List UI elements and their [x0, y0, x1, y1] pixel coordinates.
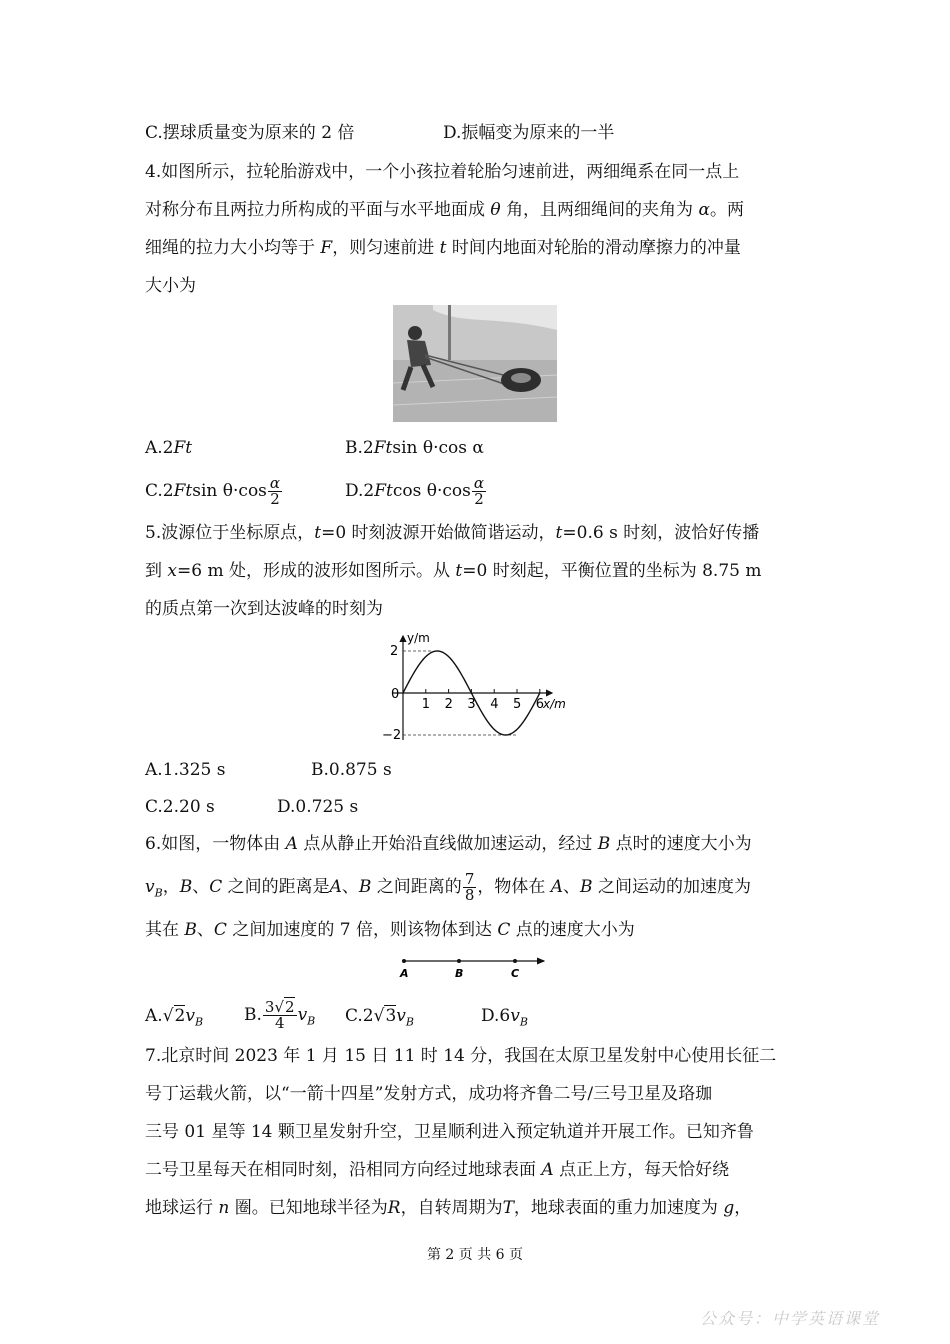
- x-tick-label: 3: [467, 697, 476, 712]
- x-tick-label: 5: [513, 697, 522, 712]
- x-tick-label: 1: [421, 697, 431, 712]
- fraction: $\frac{\alpha}{2}$: [473, 474, 485, 508]
- q4-line4: 大小为: [145, 276, 196, 296]
- q6-option-c: $C.2√3v_B$: [345, 1006, 414, 1029]
- point-c: [513, 959, 517, 963]
- q7-line4: 二号卫星每天在相同时刻，沿相同方向经过地球表面 A 点正上方，每天恰好绕: [145, 1160, 730, 1180]
- point-a: [402, 959, 406, 963]
- q4-option-c: C.2Ftsin θ·cos $\frac{\alpha}{2}$: [145, 474, 281, 508]
- x-axis-label: x/m: [543, 697, 566, 711]
- q3-option-d: D.振幅变为原来的一半: [443, 123, 615, 143]
- q5-option-a: A.1.325 s: [145, 760, 226, 780]
- q6-line2: $v_B$，B、C 之间的距离是A、B 之间距离的 $\frac{7}{8}$ ，物体在 A、B 之间运动的加速度为: [145, 870, 751, 904]
- y-tick-top: 2: [390, 644, 399, 659]
- q6-option-d: $D.6v_B$: [481, 1006, 528, 1029]
- q4-option-a: A.2Ft: [145, 438, 193, 458]
- q4-line3: 细绳的拉力大小均等于 F，则匀速前进 t 时间内地面对轮胎的滑动摩擦力的冲量: [145, 238, 741, 258]
- x-tick-label: 2: [444, 697, 453, 712]
- tire-pulling-photo: [393, 305, 557, 422]
- q6-option-a: $A.√2v_B$: [145, 1006, 204, 1029]
- q7-line5: 地球运行 n 圈。已知地球半径为R，自转周期为T，地球表面的重力加速度为 g，: [145, 1198, 752, 1218]
- q6-line3: 其在 B、C 之间加速度的 7 倍，则该物体到达 C 点的速度大小为: [145, 920, 635, 940]
- page-footer: 第 2 页 共 6 页: [426, 1247, 524, 1263]
- y-tick-bottom: −2: [382, 728, 402, 743]
- wave-graph: [362, 628, 572, 746]
- q5-option-b: B.0.875 s: [311, 760, 392, 780]
- y-axis-label: y/m: [407, 631, 430, 645]
- point-b-label: B: [455, 967, 464, 980]
- x-tick-label: 4: [490, 697, 499, 712]
- fraction: $\frac{7}{8}$: [464, 870, 475, 904]
- q4-option-d: D.2Ftcos θ·cos $\frac{\alpha}{2}$: [345, 474, 485, 508]
- q3-option-c: C.摆球质量变为原来的 2 倍: [145, 123, 355, 143]
- fraction: $\frac{\alpha}{2}$: [269, 474, 281, 508]
- q5-option-c: C.2.20 s: [145, 797, 215, 817]
- q7-line1: 7.北京时间 2023 年 1 月 15 日 11 时 14 分，我国在太原卫星发射中心使用长征二: [145, 1046, 777, 1066]
- q5-line1: 5.波源位于坐标原点，t=0 时刻波源开始做简谐运动，t=0.6 s 时刻，波恰好传播: [145, 523, 760, 543]
- q4-line2: 对称分布且两拉力所构成的平面与水平地面成 θ 角，且两细绳间的夹角为 α。两: [145, 200, 744, 220]
- point-a-label: A: [400, 967, 409, 980]
- watermark: 公众号：中学英语课堂: [700, 1309, 881, 1328]
- point-b: [457, 959, 461, 963]
- abc-line-diagram: [394, 952, 554, 980]
- q6-line1: 6.如图，一物体由 A 点从静止开始沿直线做加速运动，经过 B 点时的速度大小为: [145, 834, 752, 854]
- fraction: $\frac{3√2}{4}$: [264, 998, 295, 1032]
- origin-label: 0: [391, 687, 400, 702]
- q4-option-b: B.2Ftsin θ·cos α: [345, 438, 484, 458]
- q7-line3: 三号 01 星等 14 颗卫星发射升空，卫星顺利进入预定轨道并开展工作。已知齐鲁: [145, 1122, 754, 1142]
- q7-line2: 号丁运载火箭，以“一箭十四星”发射方式，成功将齐鲁二号/三号卫星及珞珈: [145, 1084, 713, 1104]
- point-c-label: C: [511, 967, 520, 980]
- q6-option-b: B. $\frac{3√2}{4}$ $v_B$: [244, 998, 316, 1032]
- x-tick-label: 6: [535, 697, 545, 712]
- q5-line3: 的质点第一次到达波峰的时刻为: [145, 599, 383, 619]
- q4-line1: 4.如图所示，拉轮胎游戏中，一个小孩拉着轮胎匀速前进，两细绳系在同一点上: [145, 162, 740, 182]
- q5-option-d: D.0.725 s: [277, 797, 359, 817]
- q5-line2: 到 x=6 m 处，形成的波形如图所示。从 t=0 时刻起，平衡位置的坐标为 8.75 m: [145, 561, 762, 581]
